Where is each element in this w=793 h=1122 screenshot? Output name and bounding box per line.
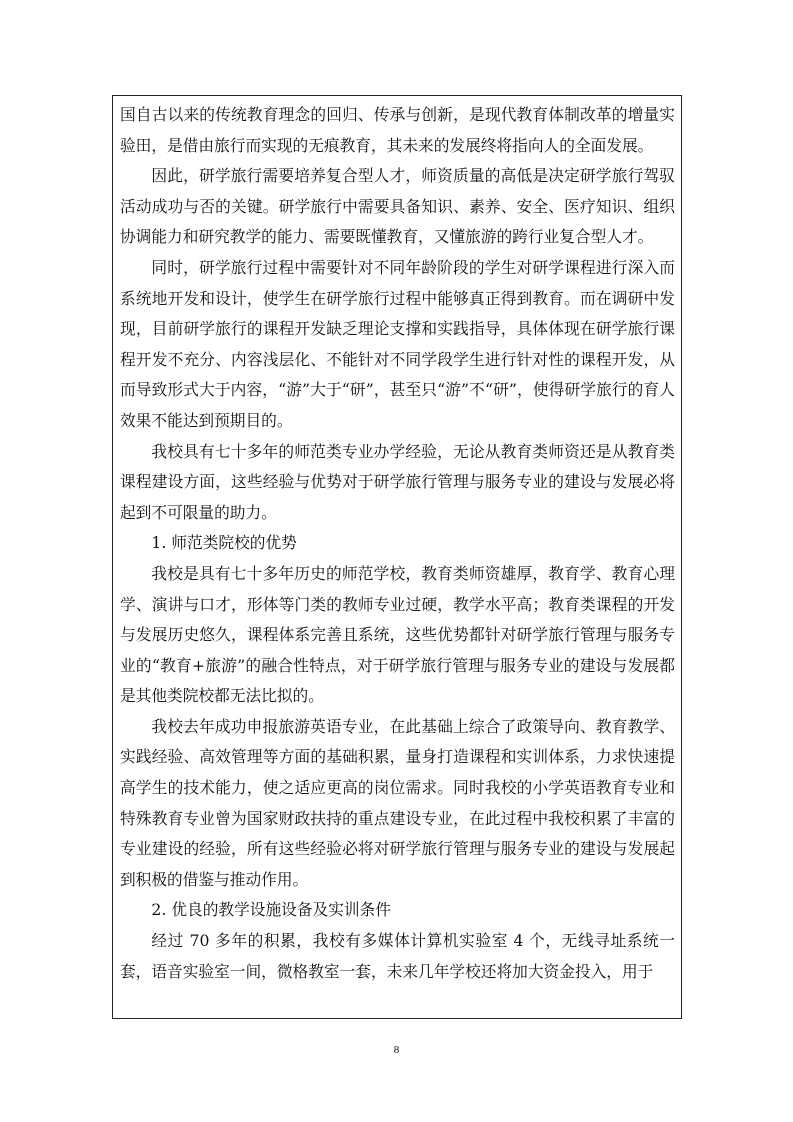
page-number: 8 — [393, 1044, 400, 1056]
section-heading-facilities: 2. 优良的教学设施设备及实训条件 — [151, 900, 391, 920]
paragraph-teaching-staff: 我校是具有七十多年历史的师范学校，教育类师资雄厚，教育学、教育心理学、演讲与口才，形体等门类的教师专业过硬，教学水平高；教育类课程的开发与发展历史悠久，课程体系完善且系统，这些优势都针对研学旅行管理与服务专业的“教育+旅游”的融合性特点，对于研学旅行管理与服务专业的建设与发展都是其他类院校都无法比拟的。 — [120, 563, 675, 706]
paragraph-school-experience: 我校具有七十多年的师范类专业办学经验，无论从教育类师资还是从教育类课程建设方面，这些经验与优势对于研学旅行管理与服务专业的建设与发展必将起到不可限量的助力。 — [120, 441, 675, 522]
paragraph-facilities: 经过 70 多年的积累，我校有多媒体计算机实验室 4 个，无线寻址系统一套，语音实验室一间，微格教室一套，未来几年学校还将加大资金投入，用于 — [120, 931, 675, 981]
paragraph-major-building-experience: 我校去年成功申报旅游英语专业，在此基础上综合了政策导向、教育教学、实践经验、高效管理等方面的基础积累，量身打造课程和实训体系，力求快速提高学生的技术能力，使之适应更高的岗位需求。同时我校的小学英语教育专业和特殊教育专业曾为国家财政扶持的重点建设专业，在此过程中我校积累了丰富的专业建设的经验，所有这些经验必将对研学旅行管理与服务专业的建设与发展起到积极的借鉴与推动作用。 — [120, 716, 675, 889]
section-heading-normal-school-advantages: 1. 师范类院校的优势 — [151, 533, 297, 553]
paragraph-curriculum-development: 同时，研学旅行过程中需要针对不同年龄阶段的学生对研学课程进行深入而系统地开发和设计，使学生在研学旅行过程中能够真正得到教育。而在调研中发现，目前研学旅行的课程开发缺乏理论支撑和实践指导，具体体现在研学旅行课程开发不充分、内容浅层化、不能针对不同学段学生进行针对性的课程开发，从而导致形式大于内容，“游”大于“研”，甚至只“游”不“研”，使得研学旅行的育人效果不能达到预期目的。 — [120, 257, 675, 430]
paragraph-talent-need: 因此，研学旅行需要培养复合型人才，师资质量的高低是决定研学旅行驾驭活动成功与否的关键。研学旅行中需要具备知识、素养、安全、医疗知识、组织协调能力和研究教学的能力、需要既懂教育，又懂旅游的跨行业复合型人才。 — [120, 166, 675, 247]
paragraph-continued: 国自古以来的传统教育理念的回归、传承与创新，是现代教育体制改革的增量实验田，是借由旅行而实现的无痕教育，其未来的发展终将指向人的全面发展。 — [120, 105, 675, 155]
document-body — [120, 100, 675, 987]
